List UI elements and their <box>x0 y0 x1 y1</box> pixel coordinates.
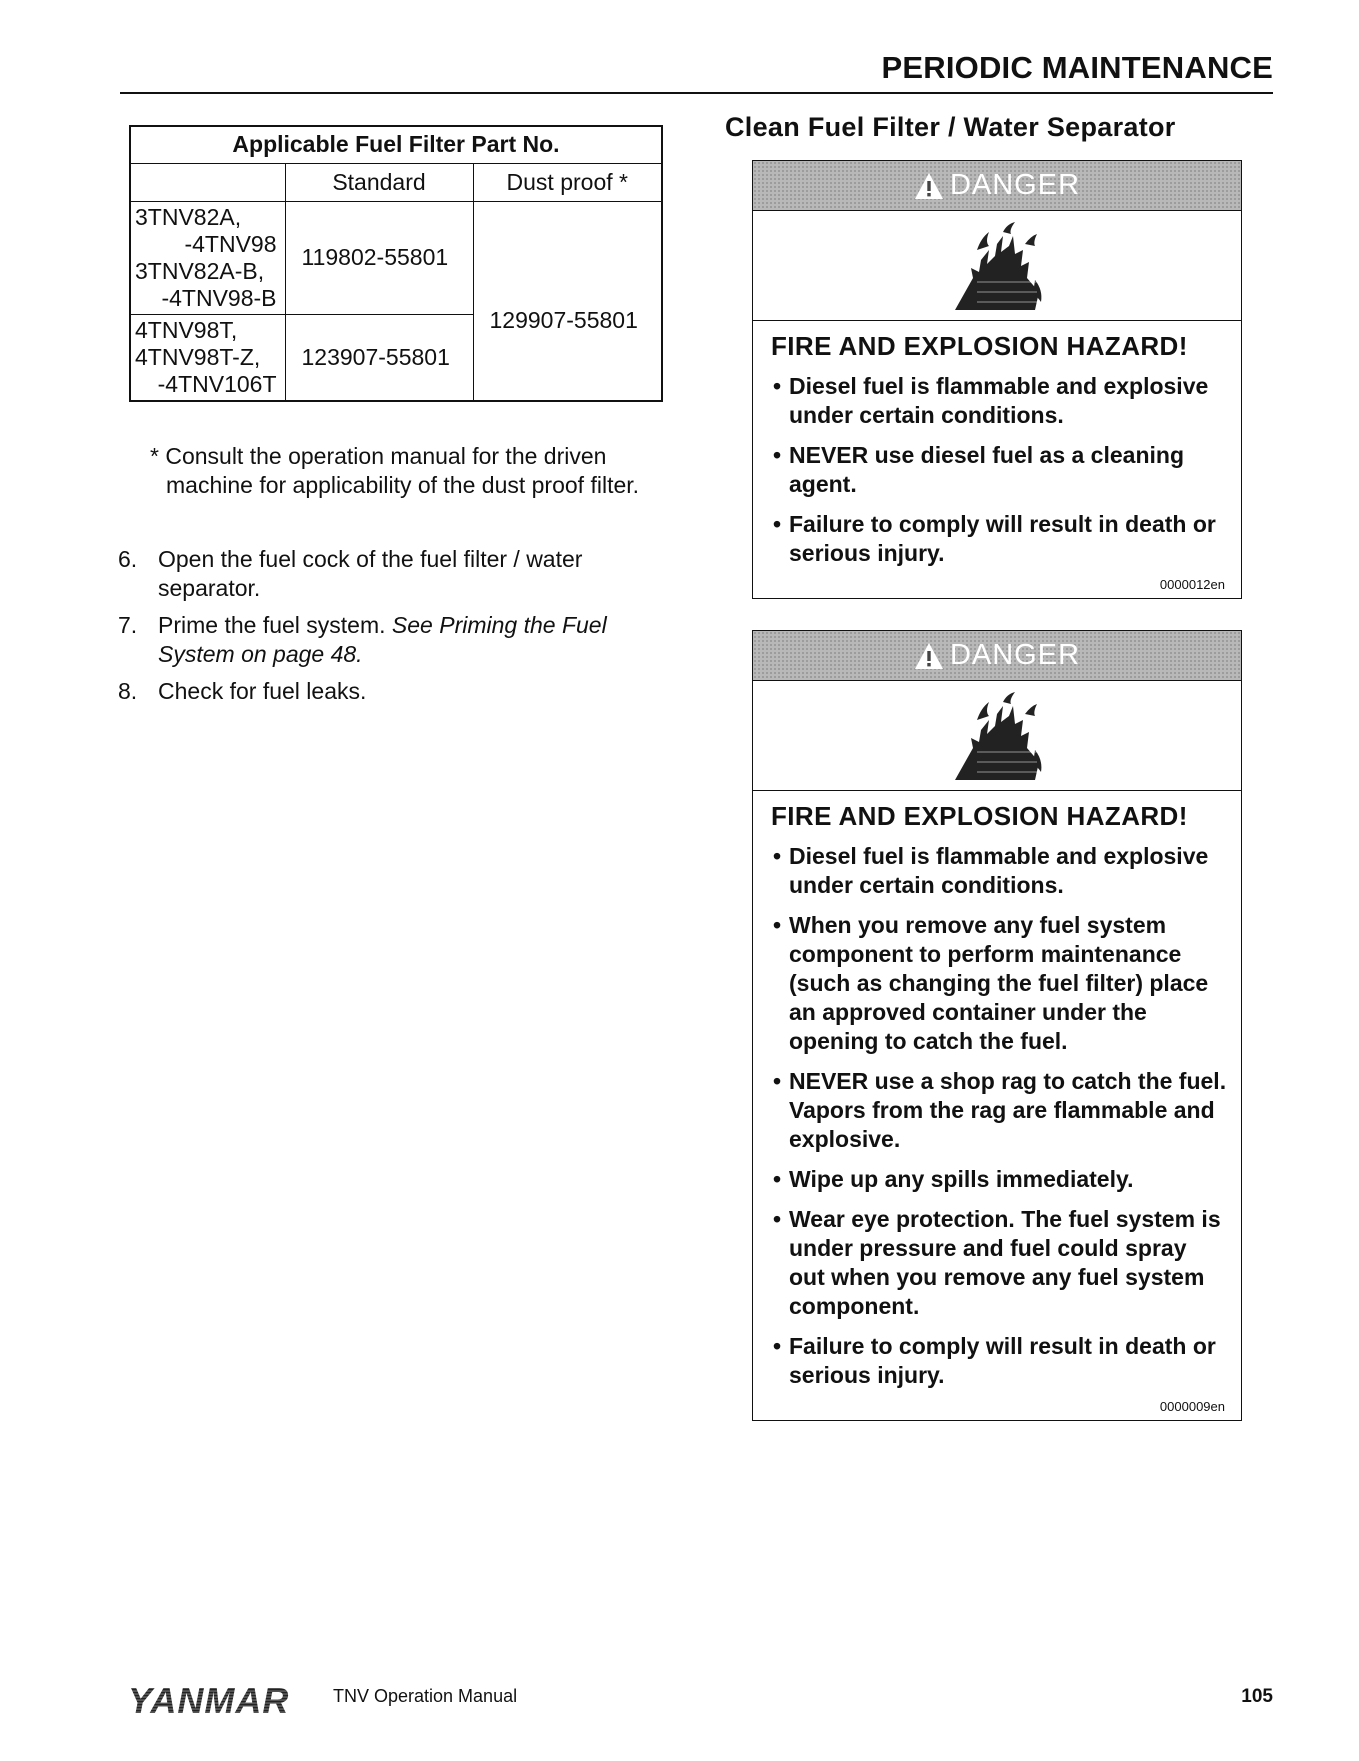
hazard-bullets <box>771 842 1227 1390</box>
list-item: • NEVER use diesel fuel as a cleaning agent. <box>771 441 1227 499</box>
list-item: • Wear eye protection. The fuel system is under pressure and fuel could spray out when you remove any fuel system component. <box>771 1205 1227 1321</box>
danger-banner: DANGER <box>753 161 1241 211</box>
danger-notice-1 <box>752 160 1242 599</box>
list-item: • When you remove any fuel system component to perform maintenance (such as changing the fuel filter) place an approved container under the opening to catch the fuel. <box>771 911 1227 1056</box>
list-item: 6. Open the fuel cock of the fuel filter / water separator. <box>118 546 583 601</box>
fire-flame-icon <box>937 690 1057 782</box>
fire-flame-icon <box>937 220 1057 312</box>
table-cell-models-group2: 4TNV98T, 4TNV98T-Z, -4TNV106T <box>130 314 285 401</box>
list-item: • Diesel fuel is flammable and explosive under certain conditions. <box>771 842 1227 900</box>
hazard-title: FIRE AND EXPLOSION HAZARD! <box>771 801 1188 831</box>
cross-reference: See Priming the Fuel System on page 48. <box>158 612 607 667</box>
table-title: Applicable Fuel Filter Part No. <box>130 126 662 163</box>
table-header-standard: Standard <box>285 163 473 201</box>
list-item: 8. Check for fuel leaks. <box>118 678 367 704</box>
fire-pictogram <box>753 211 1241 321</box>
warning-triangle-icon <box>914 642 944 670</box>
yanmar-logo <box>128 1683 328 1717</box>
table-cell-standard-group2: 123907-55801 <box>285 314 473 401</box>
section-heading: Clean Fuel Filter / Water Separator <box>725 112 1176 142</box>
danger-banner: DANGER <box>753 631 1241 681</box>
table-footnote: * Consult the operation manual for the driven machine for applicability of the dust proof filter. <box>150 443 640 498</box>
notice-code: 0000009en <box>1159 1399 1225 1414</box>
fuel-filter-part-table <box>129 125 663 402</box>
hazard-title: FIRE AND EXPLOSION HAZARD! <box>771 331 1188 361</box>
page-number: 105 <box>1241 1686 1273 1707</box>
list-item: • NEVER use a shop rag to catch the fuel. Vapors from the rag are flammable and explosive. <box>771 1067 1227 1154</box>
danger-notice-2 <box>752 630 1242 1421</box>
footer-manual-title: TNV Operation Manual <box>333 1686 518 1706</box>
header-rule <box>120 92 1273 94</box>
table-cell-dust-proof: 129907-55801 <box>473 201 662 401</box>
page-section-title: PERIODIC MAINTENANCE <box>881 50 1273 85</box>
hazard-bullets <box>771 372 1227 568</box>
table-header-dust-proof: Dust proof * <box>473 163 662 201</box>
list-item: 7. Prime the fuel system. See Priming the Fuel System on page 48. <box>118 612 607 667</box>
fire-pictogram <box>753 681 1241 791</box>
table-cell-standard-group1: 119802-55801 <box>285 201 473 314</box>
procedure-steps <box>118 545 678 714</box>
table-cell-models-group1: 3TNV82A, -4TNV98 3TNV82A-B, -4TNV98-B <box>130 201 285 314</box>
list-item: • Diesel fuel is flammable and explosive under certain conditions. <box>771 372 1227 430</box>
list-item: • Wipe up any spills immediately. <box>771 1165 1227 1194</box>
notice-code: 0000012en <box>1159 577 1225 592</box>
warning-triangle-icon <box>914 172 944 200</box>
svg-text:YANMAR: YANMAR <box>128 1683 290 1717</box>
list-item: • Failure to comply will result in death or serious injury. <box>771 510 1227 568</box>
list-item: • Failure to comply will result in death or serious injury. <box>771 1332 1227 1390</box>
table-header-blank <box>130 163 285 201</box>
